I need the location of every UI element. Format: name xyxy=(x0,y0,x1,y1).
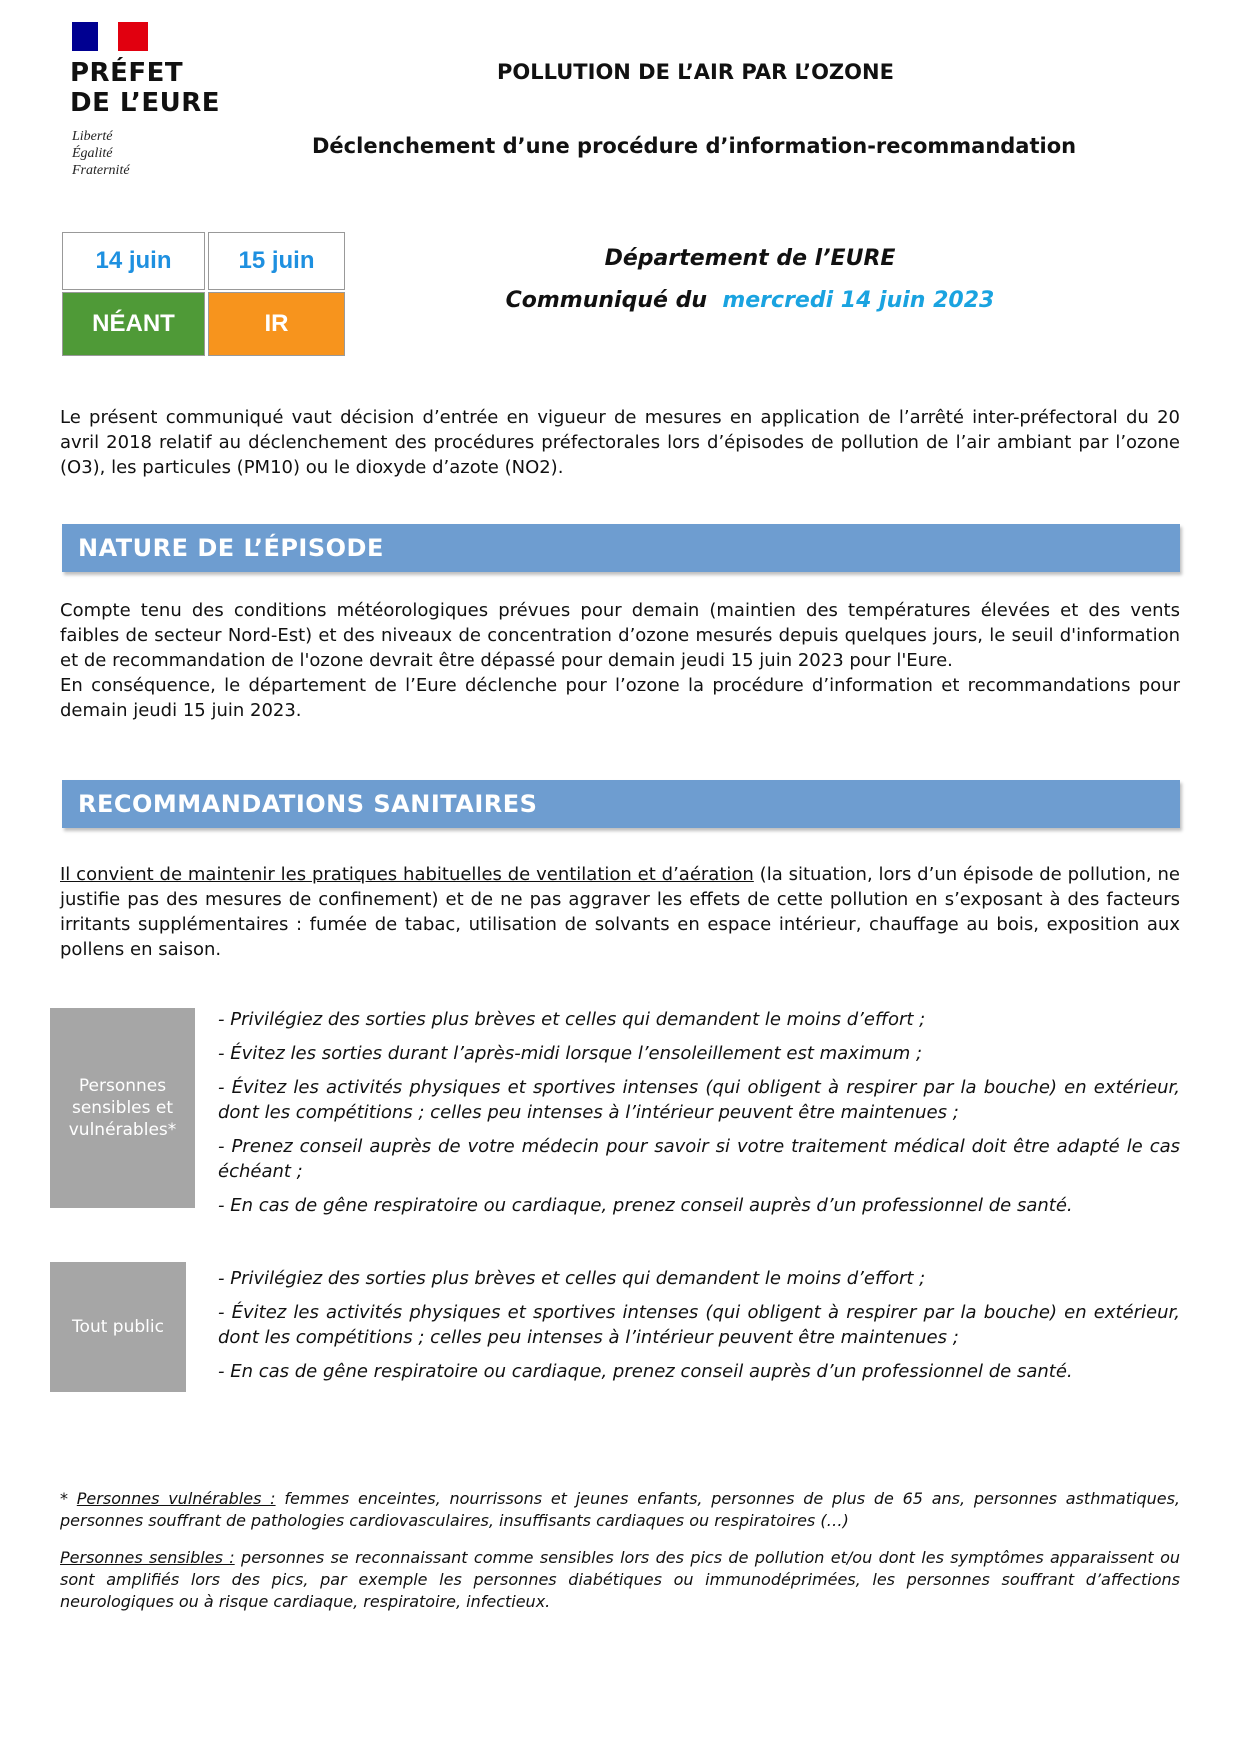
section-heading-nature: NATURE DE L’ÉPISODE xyxy=(62,524,1180,572)
group-label-sensibles: Personnes sensibles et vulnérables* xyxy=(50,1008,195,1208)
reco-intro xyxy=(60,862,1180,962)
reco-intro-underlined: Il convient de maintenir les pratiques habituelles de ventilation et d’aération xyxy=(60,864,754,885)
reco-intro-rest: (la situation, lors d’un épisode de pollution, ne justifie pas des mesures de confinement) et de ne pas aggraver les effets de cette pollution en s’exposant à des facteurs irritants supplémentaires : fumée de tabac, utilisation de solvants en espace intérieur, chauffage au bois, exposition aux pollens en saison. xyxy=(60,864,1180,960)
page-subtitle: Déclenchement d’une procédure d’information-recommandation xyxy=(312,134,1077,158)
section-heading-recommandations: RECOMMANDATIONS SANITAIRES xyxy=(62,780,1180,828)
footnote-label: Personnes vulnérables : xyxy=(76,1489,276,1508)
day1-date: 14 juin xyxy=(62,232,205,290)
motto-fraternite: Fraternité xyxy=(72,163,130,178)
intro-paragraph: Le présent communiqué vaut décision d’entrée en vigueur de mesures en application de l’arrêté inter-préfectoral du 20 avril 2018 relatif au déclenchement des procédures préfectorales lors d’épisodes de pollution de l’air ambiant par l’ozone (O3), les particules (PM10) ou le dioxyde d’azote (NO2). xyxy=(60,407,1180,478)
group-list-tout-public xyxy=(218,1266,1180,1393)
footnote-sensibles xyxy=(60,1547,1180,1613)
list-item: - Privilégiez des sorties plus brèves et celles qui demandent le moins d’effort ; xyxy=(218,1009,926,1030)
day2-level-badge: IR xyxy=(208,292,345,356)
list-item: - Prenez conseil auprès de votre médecin pour savoir si votre traitement médical doit être adapté le cas échéant ; xyxy=(218,1136,1180,1182)
footnote-text: femmes enceintes, nourrissons et jeunes enfants, personnes de plus de 65 ans, personnes asthmatiques, personnes souffrant de pathologies cardiovasculaires, insuffisants cardiaques ou respiratoires (…) xyxy=(60,1489,1181,1530)
list-item: - Privilégiez des sorties plus brèves et celles qui demandent le moins d’effort ; xyxy=(218,1268,926,1289)
list-item: - En cas de gêne respiratoire ou cardiaque, prenez conseil auprès d’un professionnel de santé. xyxy=(218,1195,1073,1216)
day2-date: 15 juin xyxy=(208,232,345,290)
group-list-sensibles xyxy=(218,1007,1180,1227)
list-item: - En cas de gêne respiratoire ou cardiaque, prenez conseil auprès d’un professionnel de santé. xyxy=(218,1361,1073,1382)
department-name: Département de l’EURE xyxy=(604,246,896,271)
list-item: - Évitez les activités physiques et sportives intenses (qui obligent à respirer par la bouche) en extérieur, dont les compétitions ; celles peu intenses à l’intérieur peuvent être maintenues ; xyxy=(218,1302,1180,1348)
list-item: - Évitez les sorties durant l’après-midi lorsque l’ensoleillement est maximum ; xyxy=(218,1043,923,1064)
list-item: - Évitez les activités physiques et sportives intenses (qui obligent à respirer par la bouche) en extérieur, dont les compétitions ; celles peu intenses à l’intérieur peuvent être maintenues ; xyxy=(218,1077,1180,1123)
nature-paragraph: En conséquence, le département de l’Eure déclenche pour l’ozone la procédure d’information et recommandations pour demain jeudi 15 juin 2023. xyxy=(60,675,1180,721)
french-flag-logo xyxy=(72,22,148,51)
communique-date: mercredi 14 juin 2023 xyxy=(722,288,995,313)
nature-text xyxy=(60,598,1180,723)
motto-liberte: Liberté xyxy=(72,129,113,144)
prefecture-name xyxy=(70,58,220,118)
footnote-text: personnes se reconnaissant comme sensibles lors des pics de pollution et/ou dont les symptômes apparaissent ou sont amplifiés lors des pics, par exemple les personnes diabétiques ou immunodéprimées, les personnes souffrant d’affections neurologiques ou à risque cardiaque, respiratoire, infectieux. xyxy=(60,1548,1180,1611)
communique-block xyxy=(480,238,1020,322)
nature-paragraph: Compte tenu des conditions météorologiques prévues pour demain (maintien des températures élevées et des vents faibles de secteur Nord-Est) et des niveaux de concentration d’ozone mesurés depuis quelques jours, le seuil d'information et de recommandation de l'ozone devrait être dépassé pour demain jeudi 15 juin 2023 pour l'Eure. xyxy=(60,600,1180,671)
footnotes xyxy=(60,1488,1180,1628)
day1-level-badge: NÉANT xyxy=(62,292,205,356)
prefecture-line2: DE L’EURE xyxy=(70,88,221,118)
footnote-vulnerables xyxy=(60,1488,1180,1532)
footnote-star: * xyxy=(60,1489,77,1508)
communique-prefix: Communiqué du xyxy=(505,288,707,313)
prefecture-line1: PRÉFET xyxy=(70,58,184,88)
page-title: POLLUTION DE L’AIR PAR L’OZONE xyxy=(497,60,894,84)
republic-motto xyxy=(72,128,130,179)
group-label-tout-public: Tout public xyxy=(50,1262,186,1392)
footnote-label: Personnes sensibles : xyxy=(60,1548,235,1567)
motto-egalite: Égalité xyxy=(72,146,113,161)
communique-date-line xyxy=(480,280,1020,322)
